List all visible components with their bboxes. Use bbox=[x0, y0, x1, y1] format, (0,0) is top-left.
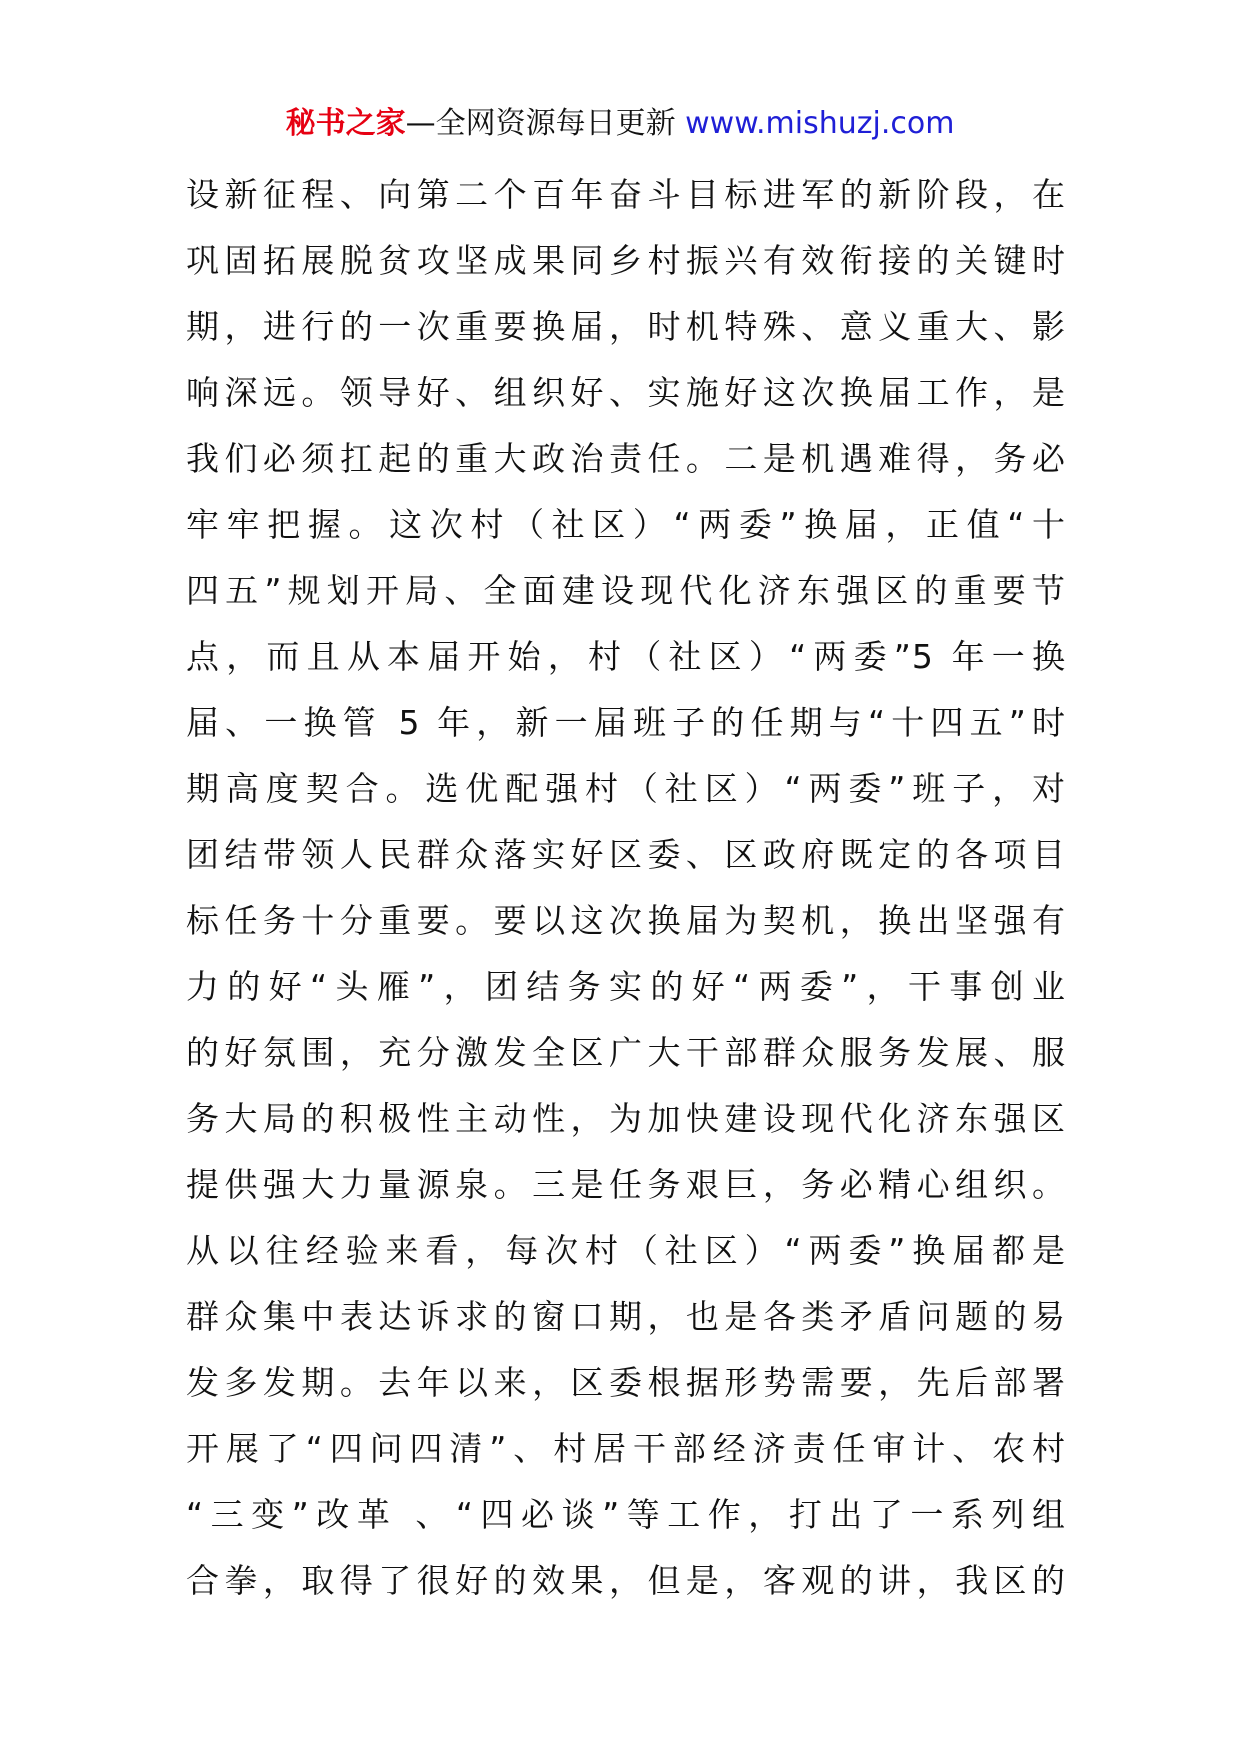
text-line-2: 巩固拓展脱贫攻坚成果同乡村振兴有效衔接的关键时 bbox=[186, 241, 1066, 280]
text-line-5: 我们必须扛起的重大政治责任。二是机遇难得，务必 bbox=[186, 439, 1066, 478]
text-line-15: 务大局的积极性主动性，为加快建设现代化济东强区 bbox=[186, 1099, 1066, 1138]
brand-name: 秘书之家 bbox=[285, 106, 406, 141]
text-line-7: 四五”规划开局、全面建设现代化济东强区的重要节 bbox=[186, 571, 1066, 610]
website-url[interactable]: www.mishuzj.com bbox=[685, 106, 955, 141]
text-line-21: “三变”改革 、“四必谈”等工作，打出了一系列组 bbox=[186, 1495, 1066, 1534]
text-line-12: 标任务十分重要。要以这次换届为契机，换出坚强有 bbox=[186, 901, 1066, 940]
brand-tagline: —全网资源每日更新 bbox=[405, 106, 676, 141]
text-line-4: 响深远。领导好、组织好、实施好这次换届工作，是 bbox=[186, 373, 1066, 412]
text-line-19: 发多发期。去年以来，区委根据形势需要，先后部署 bbox=[186, 1363, 1066, 1402]
text-line-9: 届、一换管 5 年，新一届班子的任期与“十四五”时 bbox=[186, 703, 1066, 742]
text-line-10: 期高度契合。选优配强村（社区）“两委”班子，对 bbox=[186, 769, 1066, 808]
text-line-22: 合拳，取得了很好的效果，但是，客观的讲，我区的 bbox=[186, 1561, 1066, 1600]
text-line-20: 开展了“四问四清”、村居干部经济责任审计、农村 bbox=[186, 1429, 1066, 1468]
text-line-1: 设新征程、向第二个百年奋斗目标进军的新阶段，在 bbox=[186, 175, 1066, 214]
text-line-13: 力的好“头雁”，团结务实的好“两委”，干事创业 bbox=[186, 967, 1066, 1006]
document-body bbox=[186, 162, 1066, 1614]
text-line-8: 点，而且从本届开始，村（社区）“两委”5 年一换 bbox=[186, 637, 1066, 676]
text-line-6: 牢牢把握。这次村（社区）“两委”换届，正值“十 bbox=[186, 505, 1066, 544]
text-line-18: 群众集中表达诉求的窗口期，也是各类矛盾问题的易 bbox=[186, 1297, 1066, 1336]
text-line-17: 从以往经验来看，每次村（社区）“两委”换届都是 bbox=[186, 1231, 1066, 1270]
text-line-14: 的好氛围，充分激发全区广大干部群众服务发展、服 bbox=[186, 1033, 1066, 1072]
text-line-11: 团结带领人民群众落实好区委、区政府既定的各项目 bbox=[186, 835, 1066, 874]
text-line-3: 期，进行的一次重要换届，时机特殊、意义重大、影 bbox=[186, 307, 1066, 346]
text-line-16: 提供强大力量源泉。三是任务艰巨，务必精心组织。 bbox=[186, 1165, 1066, 1204]
site-header bbox=[0, 100, 1240, 148]
